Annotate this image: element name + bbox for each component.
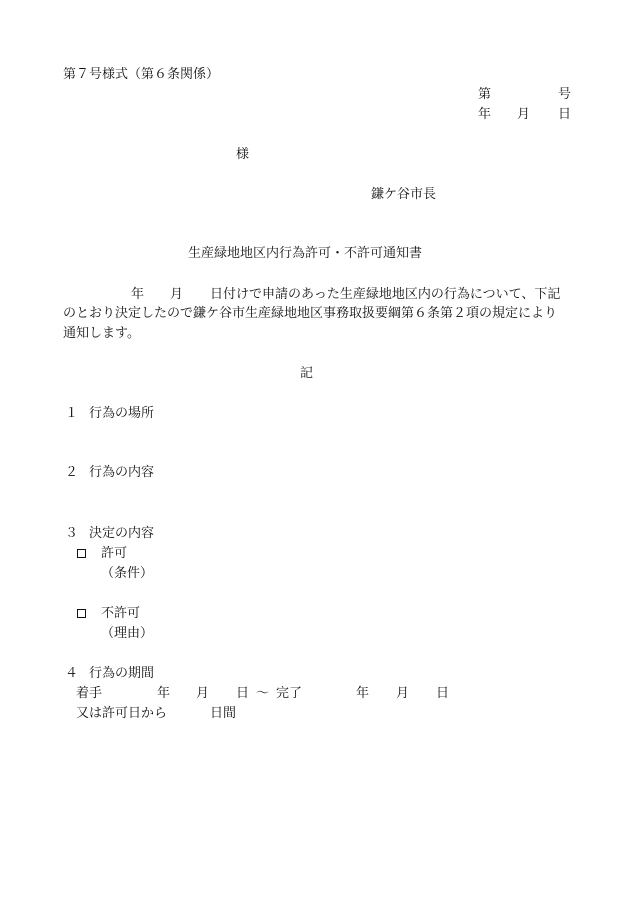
doc-number-prefix: 第 [478, 87, 492, 102]
ki-heading: 記 [300, 366, 314, 381]
doc-number-suffix: 号 [558, 87, 572, 102]
issuer: 鎌ケ谷市長 [371, 187, 437, 202]
date-year: 年 [478, 107, 492, 122]
end-month: 月 [396, 686, 410, 701]
start-day: 日 [236, 686, 250, 701]
body-line3: 通知します。 [63, 326, 140, 341]
start-label: 着手 [76, 686, 103, 701]
end-label: 完了 [276, 686, 303, 701]
body-line2: のとおり決定したので鎌ケ谷市生産緑地地区事務取扱要綱第６条第２項の規定により [63, 306, 558, 321]
deny-checkbox[interactable] [77, 609, 86, 618]
body-line1: 日付けで申請のあった生産緑地地区内の行為について、下記 [210, 287, 561, 302]
end-year: 年 [356, 686, 370, 701]
section1-label: 行為の場所 [89, 406, 155, 421]
deny-label: 不許可 [101, 606, 141, 621]
start-month: 月 [196, 686, 210, 701]
permit-label: 許可 [101, 546, 128, 561]
form-label: 第７号様式（第６条関係） [63, 67, 220, 82]
start-year: 年 [157, 686, 171, 701]
reason-label: （理由） [101, 626, 154, 641]
document-title: 生産緑地地区内行為許可・不許可通知書 [188, 246, 423, 261]
section2-label: 行為の内容 [89, 465, 155, 480]
conditions-label: （条件） [101, 566, 154, 581]
recipient-suffix: 様 [236, 147, 250, 162]
section2-num: ２ [65, 465, 79, 480]
section1-num: １ [65, 406, 79, 421]
section4-label: 行為の期間 [89, 666, 155, 681]
body-month: 月 [170, 287, 184, 302]
date-day: 日 [558, 107, 572, 122]
body-year: 年 [131, 287, 145, 302]
section3-num: ３ [65, 526, 79, 541]
section3-label: 決定の内容 [89, 526, 155, 541]
date-month: 月 [517, 107, 531, 122]
section4-num: ４ [65, 666, 79, 681]
end-day: 日 [436, 686, 450, 701]
alt-period-text: 又は許可日から [76, 706, 168, 721]
days-label: 日間 [210, 706, 237, 721]
period-tilde: ～ [256, 686, 270, 701]
permit-checkbox[interactable] [77, 549, 86, 558]
